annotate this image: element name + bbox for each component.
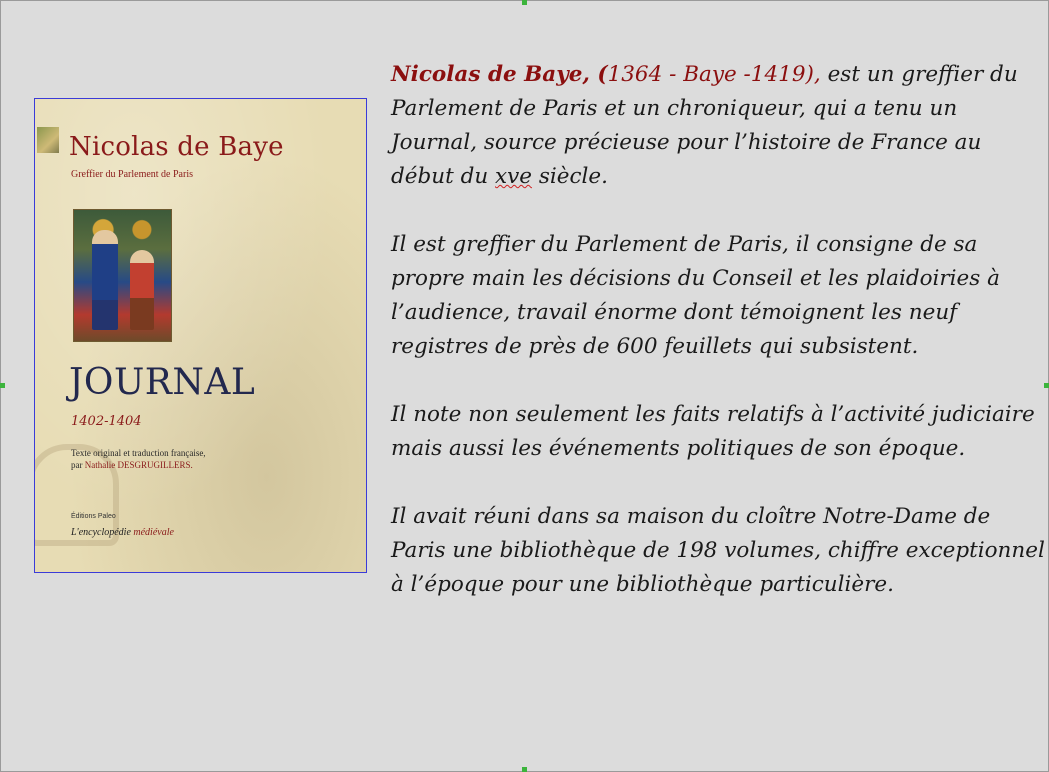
article-text-box[interactable] [391, 58, 1046, 636]
ornament-icon [37, 127, 59, 153]
person-name: Nicolas de Baye, ( [391, 62, 608, 87]
century-word: xve [495, 164, 533, 189]
book-cover-image[interactable] [34, 98, 367, 573]
cover-dates: 1402-1404 [71, 414, 142, 429]
cover-par: par [71, 460, 83, 470]
paragraph-3: Il note non seulement les faits relatifs à l’activité judiciaire mais aussi les événements politiques de son époque. [391, 402, 1035, 461]
cover-series-suffix: médiévale [133, 527, 174, 538]
cover-subtitle: Greffier du Parlement de Paris [71, 169, 193, 180]
cover-translator: Nathalie DESGRUGILLERS. [84, 460, 193, 470]
cover-description: Texte original et traduction française, [71, 448, 206, 458]
miniature-illustration [73, 209, 172, 342]
person-dates: 1364 - Baye -1419), [607, 62, 821, 87]
figure-icon [130, 250, 154, 330]
cover-series-prefix: L'encyclopédie [71, 527, 131, 538]
cover-translator-line [71, 460, 193, 470]
cover-author: Nicolas de Baye [69, 132, 284, 162]
paragraph-1-text-a: est un greffier du Parlement de Paris et un chroniqueur, qui a tenu un Journal, source précieuse pour l’histoire de France au début du [391, 62, 1018, 189]
selection-handle-left[interactable] [0, 383, 5, 388]
paragraph-1-text-b: siècle. [532, 164, 608, 189]
paragraph-1 [391, 58, 1046, 194]
figure-icon [92, 230, 118, 330]
paragraph-4: Il avait réuni dans sa maison du cloître Notre-Dame de Paris une bibliothèque de 198 volumes, chiffre exceptionnel à l’époque pour une bibliothèque particulière. [391, 504, 1045, 597]
cover-series [71, 527, 174, 538]
selection-handle-bottom[interactable] [522, 767, 527, 772]
selection-handle-top[interactable] [522, 0, 527, 5]
paragraph-2: Il est greffier du Parlement de Paris, il consigne de sa propre main les décisions du Conseil et les plaidoiries à l’audience, travail énorme dont témoignent les neuf registres de près de 600 feuillets qui subsistent. [391, 232, 1000, 359]
cover-title: JOURNAL [69, 362, 256, 403]
cover-publisher: Éditions Paleo [71, 513, 116, 520]
